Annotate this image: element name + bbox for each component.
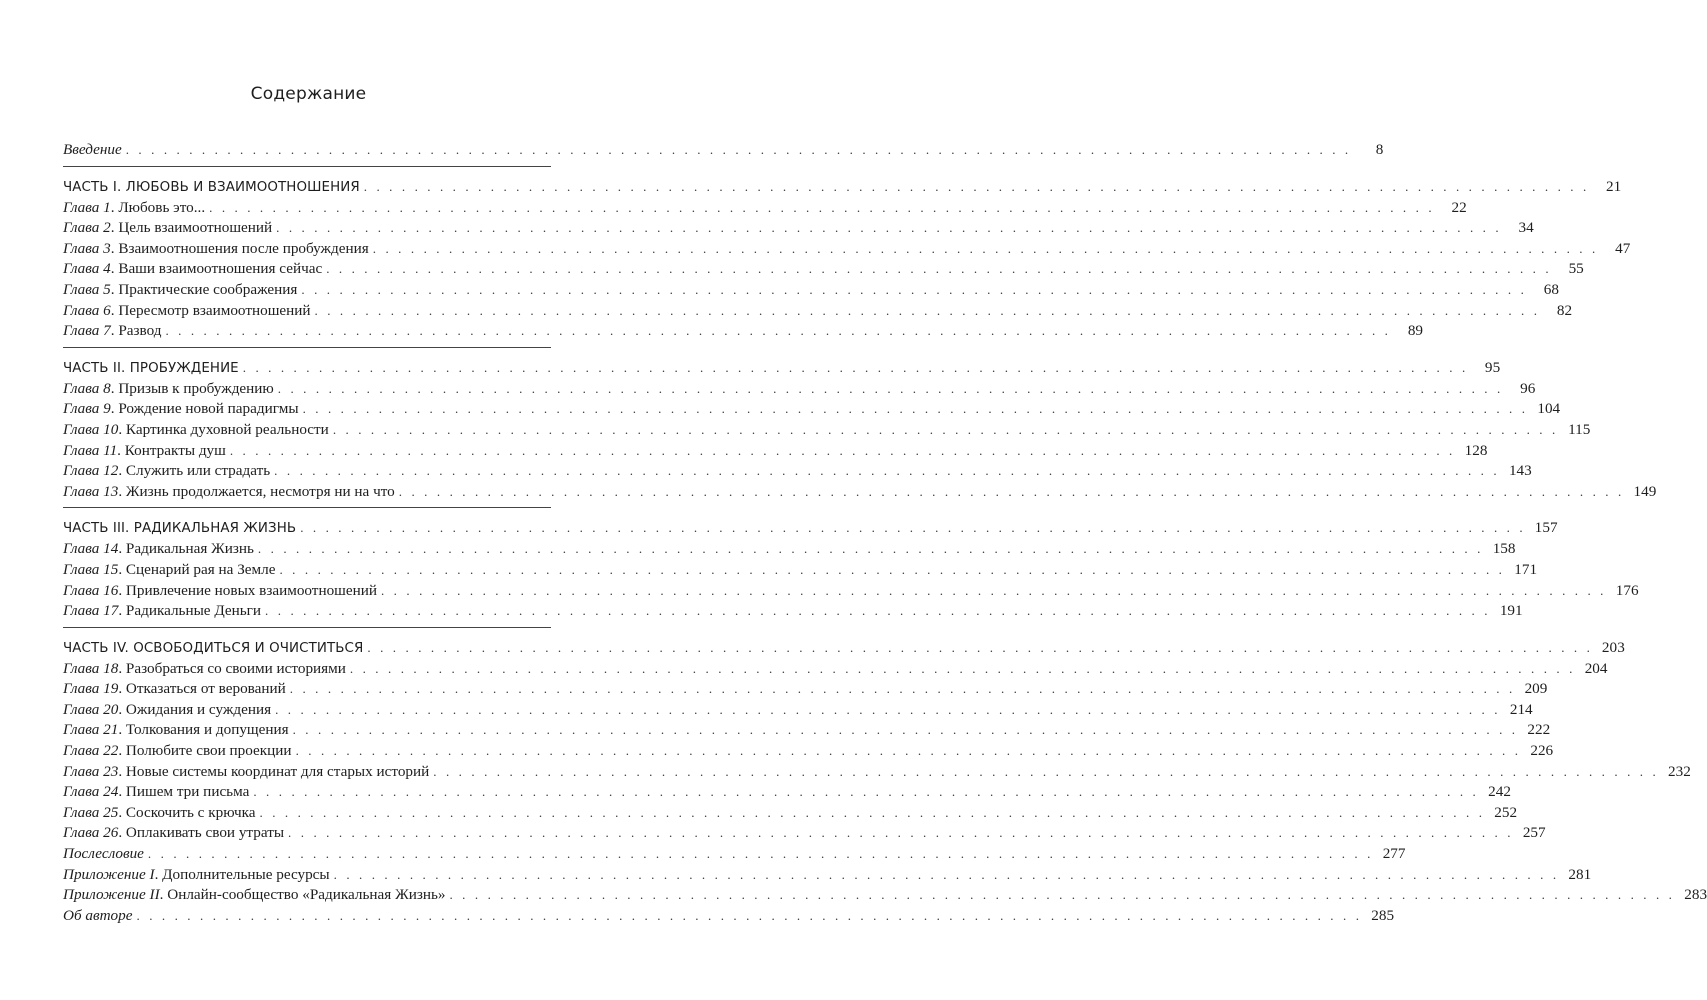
page-number: 214 <box>1509 700 1533 718</box>
toc-part-heading[interactable] <box>63 175 1622 198</box>
page-number: 281 <box>1568 865 1592 883</box>
page-number: 176 <box>1615 581 1639 599</box>
toc-entry-back-matter[interactable] <box>63 906 1395 927</box>
toc-entry-chapter[interactable] <box>63 218 1534 239</box>
page-number: 47 <box>1615 239 1631 257</box>
entry-title: Контракты душ <box>124 441 226 459</box>
entry-title: Новые системы координат для старых историй <box>125 762 430 780</box>
toc-entry-chapter[interactable] <box>63 321 1424 342</box>
toc-entry-chapter-label: Глава 16. Привлечение новых взаимоотношений <box>63 581 377 599</box>
toc-entry-chapter-label: Глава 21. Толкования и допущения <box>63 721 289 739</box>
toc-entry-chapter[interactable] <box>63 379 1536 400</box>
entry-title: Онлайн-сообщество «Радикальная Жизнь» <box>167 886 446 904</box>
toc-entry-chapter-label: Глава 2. Цель взаимоотношений <box>63 219 273 237</box>
toc-entry-chapter-label: Глава 10. Картинка духовной реальности <box>63 420 329 438</box>
page-number: 283 <box>1684 886 1707 904</box>
dot-leader: . . . . . . . . . . . . . . . . . . . . . . . . . . . . . . . . . . . . . . . . . . . . . . . . . . . . . . . . . . . . . . . . . . . . . . . . . . . . . . . . . . . . . . . . . . . . . . . . . <box>165 323 1392 339</box>
toc-entry-chapter[interactable] <box>63 700 1533 721</box>
dot-leader: . . . . . . . . . . . . . . . . . . . . . . . . . . . . . . . . . . . . . . . . . . . . . . . . . . . . . . . . . . . . . . . . . . . . . . . . . . . . . . . . . . . . . . . . . . . . . . . . . <box>259 804 1486 820</box>
toc-entry-chapter[interactable] <box>63 679 1548 700</box>
page-number: 82 <box>1556 301 1573 319</box>
section-divider <box>63 166 551 167</box>
dot-leader: . . . . . . . . . . . . . . . . . . . . . . . . . . . . . . . . . . . . . . . . . . . . . . . . . . . . . . . . . . . . . . . . . . . . . . . . . . . . . . . . . . . . . . . . . . . . . . . . . <box>380 582 1607 598</box>
entry-prefix: Глава 25 <box>63 803 119 821</box>
page-number: 128 <box>1464 441 1488 459</box>
toc-entry-chapter-label: Глава 8. Призыв к пробуждению <box>63 379 274 397</box>
page-number: 157 <box>1534 519 1558 537</box>
part-title: ЧАСТЬ II. ПРОБУЖДЕНИЕ <box>63 360 239 376</box>
dot-leader: . . . . . . . . . . . . . . . . . . . . . . . . . . . . . . . . . . . . . . . . . . . . . . . . . . . . . . . . . . . . . . . . . . . . . . . . . . . . . . . . . . . . . . . . . . . . . . . . . <box>449 887 1676 903</box>
toc-entry-chapter-label: Глава 14. Радикальная Жизнь <box>63 540 254 558</box>
entry-prefix: Глава 17 <box>63 602 119 620</box>
page-number: 149 <box>1633 482 1657 500</box>
entry-prefix: Глава 16 <box>63 581 119 599</box>
entry-title: Полюбите свои проекции <box>125 742 292 760</box>
toc-entry-chapter[interactable] <box>63 441 1488 462</box>
page-number: 34 <box>1518 219 1534 237</box>
toc-part-heading-label <box>63 357 243 380</box>
dot-leader: . . . . . . . . . . . . . . . . . . . . . . . . . . . . . . . . . . . . . . . . . . . . . . . . . . . . . . . . . . . . . . . . . . . . . . . . . . . . . . . . . . . . . . . . . . . . . . . . . <box>279 561 1506 577</box>
dot-leader: . . . . . . . . . . . . . . . . . . . . . . . . . . . . . . . . . . . . . . . . . . . . . . . . . . . . . . . . . . . . . . . . . . . . . . . . . . . . . . . . . . . . . . . . . . . . . . . . . <box>372 240 1599 256</box>
dot-leader: . . . . . . . . . . . . . . . . . . . . . . . . . . . . . . . . . . . . . . . . . . . . . . . . . . . . . . . . . . . . . . . . . . . . . . . . . . . . . . . . . . . . . . . . . . . . . . . . . <box>300 520 1526 536</box>
entry-prefix: Глава 8 <box>63 379 111 397</box>
entry-title: Пересмотр взаимоотношений <box>118 301 311 319</box>
entry-title: Привлечение новых взаимоотношений <box>125 581 377 599</box>
toc-entry-chapter-label: Глава 5. Практические соображения <box>63 280 298 298</box>
dot-leader: . . . . . . . . . . . . . . . . . . . . . . . . . . . . . . . . . . . . . . . . . . . . . . . . . . . . . . . . . . . . . . . . . . . . . . . . . . . . . . . . . . . . . . . . . . . . . . . . . <box>333 866 1560 882</box>
dot-leader: . . . . . . . . . . . . . . . . . . . . . . . . . . . . . . . . . . . . . . . . . . . . . . . . . . . . . . . . . . . . . . . . . . . . . . . . . . . . . . . . . . . . . . . . . . . . . . . . . <box>242 359 1469 375</box>
entry-prefix: Приложение II <box>63 886 160 904</box>
entry-prefix: Глава 6 <box>63 301 111 319</box>
page-number: 277 <box>1382 845 1406 863</box>
toc-entry-chapter[interactable] <box>63 301 1573 322</box>
entry-prefix: Глава 2 <box>63 219 111 237</box>
dot-leader: . . . . . . . . . . . . . . . . . . . . . . . . . . . . . . . . . . . . . . . . . . . . . . . . . . . . . . . . . . . . . . . . . . . . . . . . . . . . . . . . . . . . . . . . . . . . . . . . . <box>302 401 1529 417</box>
page-number: 8 <box>1375 141 1384 158</box>
entry-title: Толкования и допущения <box>125 721 289 739</box>
dot-leader: . . . . . . . . . . . . . . . . . . . . . . . . . . . . . . . . . . . . . . . . . . . . . . . . . . . . . . . . . . . . . . . . . . . . . . . . . . . . . . . . . . . . . . . . . . . . . . . . . <box>363 178 1590 194</box>
dot-leader: . . . . . . . . . . . . . . . . . . . . . . . . . . . . . . . . . . . . . . . . . . . . . . . . . . . . . . . . . . . . . . . . . . . . . . . . . . . . . . . . . . . . . . . . . . . . . . . . . <box>253 784 1479 800</box>
toc-entry-chapter[interactable] <box>63 259 1584 280</box>
page-number: 55 <box>1568 260 1584 278</box>
dot-leader: . . . . . . . . . . . . . . . . . . . . . . . . . . . . . . . . . . . . . . . . . . . . . . . . . . . . . . . . . . . . . . . . . . . . . . . . . . . . . . . . . . . . . . . . . . . . . . . . . <box>332 421 1559 437</box>
toc-entry-chapter[interactable] <box>63 601 1523 622</box>
entry-prefix: Глава 19 <box>63 680 119 698</box>
dot-leader: . . . . . . . . . . . . . . . . . . . . . . . . . . . . . . . . . . . . . . . . . . . . . . . . . . . . . . . . . . . . . . . . . . . . . . . . . . . . . . . . . . . . . . . . . . . . . . . . . <box>398 483 1625 499</box>
entry-title: Ожидания и суждения <box>125 700 272 718</box>
dot-leader: . . . . . . . . . . . . . . . . . . . . . . . . . . . . . . . . . . . . . . . . . . . . . . . . . . . . . . . . . . . . . . . . . . . . . . . . . . . . . . . . . . . . . . . . . . . . . . . . . <box>295 743 1522 759</box>
dot-leader: . . . . . . . . . . . . . . . . . . . . . . . . . . . . . . . . . . . . . . . . . . . . . . . . . . . . . . . . . . . . . . . . . . . . . . . . . . . . . . . . . . . . . . . . . . . . . . . . . <box>326 261 1552 277</box>
toc-entry-chapter-label: Глава 18. Разобраться со своими историями <box>63 659 346 677</box>
entry-title: Практические соображения <box>118 280 298 298</box>
entry-prefix: Об авторе <box>63 906 133 924</box>
toc-entry-chapter[interactable] <box>63 741 1554 762</box>
toc-entry-back-matter-label <box>63 844 148 865</box>
toc-entry-chapter-label: Глава 12. Служить или страдать <box>63 462 271 480</box>
toc-entry-chapter-label: Глава 9. Рождение новой парадигмы <box>63 400 299 418</box>
entry-prefix: Глава 14 <box>63 540 119 558</box>
toc-entry-chapter-label: Глава 17. Радикальные Деньги <box>63 602 262 620</box>
toc-entry-chapter-label: Глава 15. Сценарий рая на Земле <box>63 560 276 578</box>
toc-entry-chapter[interactable] <box>63 461 1532 482</box>
dot-leader: . . . . . . . . . . . . . . . . . . . . . . . . . . . . . . . . . . . . . . . . . . . . . . . . . . . . . . . . . . . . . . . . . . . . . . . . . . . . . . . . . . . . . . . . . . . . . . . . . <box>292 722 1519 738</box>
entry-prefix: Глава 3 <box>63 239 111 257</box>
toc-entry-chapter-label: Глава 22. Полюбите свои проекции <box>63 742 292 760</box>
page-number: 68 <box>1543 280 1559 298</box>
entry-title: Разобраться со своими историями <box>125 659 346 677</box>
entry-prefix: Глава 10 <box>63 420 119 438</box>
page-number: 104 <box>1537 400 1561 418</box>
toc-entry-chapter-label: Глава 6. Пересмотр взаимоотношений <box>63 301 311 319</box>
page-number: 232 <box>1668 762 1691 780</box>
entry-prefix: Глава 26 <box>63 824 119 842</box>
toc-entry-chapter[interactable] <box>63 720 1551 741</box>
dot-leader: . . . . . . . . . . . . . . . . . . . . . . . . . . . . . . . . . . . . . . . . . . . . . . . . . . . . . . . . . . . . . . . . . . . . . . . . . . . . . . . . . . . . . . . . . . . . . . . . . <box>257 541 1484 557</box>
page-number: 143 <box>1508 462 1532 480</box>
entry-title: Жизнь продолжается, несмотря ни на что <box>125 482 395 500</box>
toc-part-heading-label <box>63 637 367 660</box>
part-title: ЧАСТЬ I. ЛЮБОВЬ И ВЗАИМООТНОШЕНИЯ <box>63 179 360 195</box>
dot-leader: . . . . . . . . . . . . . . . . . . . . . . . . . . . . . . . . . . . . . . . . . . . . . . . . . . . . . . . . . . . . . . . . . . . . . . . . . . . . . . . . . . . . . . . . . . . . . . . . . <box>289 681 1516 697</box>
toc-part-heading-label <box>63 176 364 199</box>
entry-title: Дополнительные ресурсы <box>162 865 330 883</box>
page-number: 158 <box>1492 540 1516 558</box>
toc-entry-intro[interactable] <box>63 140 1384 161</box>
toc-entry-chapter[interactable] <box>63 659 1608 680</box>
toc-entry-chapter-label: Глава 4. Ваши взаимоотношения сейчас <box>63 260 323 278</box>
toc-entry-chapter[interactable] <box>63 762 1691 783</box>
page-number: 242 <box>1488 783 1511 801</box>
entry-prefix: Глава 4 <box>63 260 111 278</box>
page-number: 115 <box>1568 420 1591 438</box>
entry-prefix: Глава 18 <box>63 659 119 677</box>
entry-title: Призыв к пробуждению <box>118 379 274 397</box>
toc-entry-chapter-label: Глава 24. Пишем три письма <box>63 783 250 801</box>
entry-title: Сценарий рая на Земле <box>125 560 276 578</box>
entry-title: Радикальная Жизнь <box>125 540 254 558</box>
entry-title: Взаимоотношения после пробуждения <box>118 239 369 257</box>
toc-entry-chapter-label: Глава 25. Соскочить с крючка <box>63 803 256 821</box>
toc-entry-chapter[interactable] <box>63 823 1546 844</box>
dot-leader: . . . . . . . . . . . . . . . . . . . . . . . . . . . . . . . . . . . . . . . . . . . . . . . . . . . . . . . . . . . . . . . . . . . . . . . . . . . . . . . . . . . . . . . . . . . . . . . . . <box>147 846 1374 862</box>
entry-title: Отказаться от верований <box>125 680 286 698</box>
toc-entry-back-matter-label <box>63 906 137 927</box>
entry-prefix: Послесловие <box>63 845 144 863</box>
entry-prefix: Глава 20 <box>63 700 119 718</box>
section-divider <box>63 627 551 628</box>
section-divider <box>63 347 551 348</box>
page-number: 21 <box>1605 177 1622 195</box>
dot-leader: . . . . . . . . . . . . . . . . . . . . . . . . . . . . . . . . . . . . . . . . . . . . . . . . . . . . . . . . . . . . . . . . . . . . . . . . . . . . . . . . . . . . . . . . . . . . . . . . . <box>229 442 1456 458</box>
toc-entry-chapter[interactable] <box>63 239 1631 260</box>
entry-prefix: Глава 5 <box>63 280 111 298</box>
toc-part-heading[interactable] <box>63 636 1625 659</box>
entry-prefix: Глава 11 <box>63 441 118 459</box>
toc-entry-chapter[interactable] <box>63 803 1518 824</box>
entry-title: Картинка духовной реальности <box>125 420 329 438</box>
toc-entry-chapter[interactable] <box>63 399 1561 420</box>
entry-prefix: Глава 13 <box>63 482 119 500</box>
dot-leader: . . . . . . . . . . . . . . . . . . . . . . . . . . . . . . . . . . . . . . . . . . . . . . . . . . . . . . . . . . . . . . . . . . . . . . . . . . . . . . . . . . . . . . . . . . . . . . . . . <box>209 199 1435 215</box>
page-number: 89 <box>1407 322 1424 340</box>
dot-leader: . . . . . . . . . . . . . . . . . . . . . . . . . . . . . . . . . . . . . . . . . . . . . . . . . . . . . . . . . . . . . . . . . . . . . . . . . . . . . . . . . . . . . . . . . . . . . . . . . <box>136 907 1363 923</box>
dot-leader: . . . . . . . . . . . . . . . . . . . . . . . . . . . . . . . . . . . . . . . . . . . . . . . . . . . . . . . . . . . . . . . . . . . . . . . . . . . . . . . . . . . . . . . . . . . . . . . . . <box>275 701 1501 717</box>
entry-prefix: Приложение I <box>63 865 155 883</box>
part-title: ЧАСТЬ III. РАДИКАЛЬНАЯ ЖИЗНЬ <box>63 521 297 537</box>
entry-prefix: Введение <box>63 141 122 158</box>
entry-prefix: Глава 9 <box>63 400 111 418</box>
toc-part-heading[interactable] <box>63 516 1558 539</box>
dot-leader: . . . . . . . . . . . . . . . . . . . . . . . . . . . . . . . . . . . . . . . . . . . . . . . . . . . . . . . . . . . . . . . . . . . . . . . . . . . . . . . . . . . . . . . . . . . . . . . . . <box>125 142 1352 157</box>
entry-prefix: Глава 12 <box>63 462 119 480</box>
entry-title: Пишем три письма <box>125 783 250 801</box>
entry-title: Оплакивать свои утраты <box>125 824 285 842</box>
entry-title: Служить или страдать <box>125 462 271 480</box>
toc-entry-chapter[interactable] <box>63 482 1657 503</box>
page-number: 252 <box>1494 803 1518 821</box>
page-number: 96 <box>1520 379 1536 397</box>
toc-entry-back-matter-label: Приложение I. Дополнительные ресурсы <box>63 865 330 883</box>
toc-entry-chapter[interactable] <box>63 560 1538 581</box>
page-number: 204 <box>1584 659 1608 677</box>
dot-leader: . . . . . . . . . . . . . . . . . . . . . . . . . . . . . . . . . . . . . . . . . . . . . . . . . . . . . . . . . . . . . . . . . . . . . . . . . . . . . . . . . . . . . . . . . . . . . . . . . <box>274 463 1500 479</box>
page-number: 191 <box>1499 602 1523 620</box>
toc-entry-chapter[interactable] <box>63 539 1516 560</box>
dot-leader: . . . . . . . . . . . . . . . . . . . . . . . . . . . . . . . . . . . . . . . . . . . . . . . . . . . . . . . . . . . . . . . . . . . . . . . . . . . . . . . . . . . . . . . . . . . . . . . . . <box>367 639 1593 655</box>
dot-leader: . . . . . . . . . . . . . . . . . . . . . . . . . . . . . . . . . . . . . . . . . . . . . . . . . . . . . . . . . . . . . . . . . . . . . . . . . . . . . . . . . . . . . . . . . . . . . . . . . <box>277 380 1504 396</box>
page-number: 209 <box>1524 680 1548 698</box>
entry-title: Рождение новой парадигмы <box>118 400 299 418</box>
toc-part-heading[interactable] <box>63 356 1501 379</box>
entry-title: Любовь это... <box>118 198 206 216</box>
page-number: 171 <box>1514 560 1538 578</box>
page-number: 203 <box>1601 638 1625 656</box>
entry-prefix: Глава 22 <box>63 742 119 760</box>
toc-entry-chapter-label: Глава 11. Контракты душ <box>63 441 226 459</box>
entry-prefix: Глава 1 <box>63 198 111 216</box>
toc-entry-intro-label <box>63 140 126 161</box>
toc-entry-chapter-label: Глава 20. Ожидания и суждения <box>63 700 272 718</box>
entry-prefix: Глава 15 <box>63 560 119 578</box>
dot-leader: . . . . . . . . . . . . . . . . . . . . . . . . . . . . . . . . . . . . . . . . . . . . . . . . . . . . . . . . . . . . . . . . . . . . . . . . . . . . . . . . . . . . . . . . . . . . . . . . . <box>301 281 1527 297</box>
entry-title: Радикальные Деньги <box>125 602 262 620</box>
toc-entry-chapter[interactable] <box>63 420 1591 441</box>
toc-entry-chapter-label: Глава 19. Отказаться от верований <box>63 680 286 698</box>
toc-part-heading-label <box>63 517 300 540</box>
toc-entry-back-matter-label: Приложение II. Онлайн-сообщество «Радикальная Жизнь» <box>63 886 446 904</box>
page-title: Содержание <box>250 84 367 104</box>
part-title: ЧАСТЬ IV. ОСВОБОДИТЬСЯ И ОЧИСТИТЬСЯ <box>63 640 364 656</box>
page-number: 22 <box>1451 198 1467 216</box>
toc-entry-back-matter[interactable] <box>63 885 1707 906</box>
entry-prefix: Глава 23 <box>63 762 119 780</box>
entry-prefix: Глава 21 <box>63 721 119 739</box>
toc-entry-chapter-label: Глава 3. Взаимоотношения после пробуждения <box>63 239 369 257</box>
entry-title: Цель взаимоотношений <box>118 219 273 237</box>
section-divider <box>63 507 551 508</box>
dot-leader: . . . . . . . . . . . . . . . . . . . . . . . . . . . . . . . . . . . . . . . . . . . . . . . . . . . . . . . . . . . . . . . . . . . . . . . . . . . . . . . . . . . . . . . . . . . . . . . . . <box>265 603 1491 619</box>
toc-entry-chapter[interactable] <box>63 280 1559 301</box>
page-number: 226 <box>1530 742 1554 760</box>
table-of-contents <box>63 140 1707 926</box>
entry-title: Развод <box>118 322 162 340</box>
page-number: 222 <box>1527 721 1551 739</box>
toc-entry-chapter[interactable] <box>63 198 1467 219</box>
toc-entry-chapter-label: Глава 13. Жизнь продолжается, несмотря ни на что <box>63 482 395 500</box>
toc-entry-chapter-label: Глава 1. Любовь это... <box>63 198 206 216</box>
toc-entry-back-matter[interactable] <box>63 865 1592 886</box>
entry-title: Ваши взаимоотношения сейчас <box>118 260 323 278</box>
entry-prefix: Глава 24 <box>63 783 119 801</box>
dot-leader: . . . . . . . . . . . . . . . . . . . . . . . . . . . . . . . . . . . . . . . . . . . . . . . . . . . . . . . . . . . . . . . . . . . . . . . . . . . . . . . . . . . . . . . . . . . . . . . . . <box>433 763 1659 779</box>
toc-entry-chapter-label: Глава 23. Новые системы координат для старых историй <box>63 762 430 780</box>
dot-leader: . . . . . . . . . . . . . . . . . . . . . . . . . . . . . . . . . . . . . . . . . . . . . . . . . . . . . . . . . . . . . . . . . . . . . . . . . . . . . . . . . . . . . . . . . . . . . . . . . <box>314 302 1541 318</box>
toc-entry-chapter[interactable] <box>63 581 1639 602</box>
toc-entry-chapter[interactable] <box>63 782 1511 803</box>
entry-prefix: Глава 7 <box>63 322 111 340</box>
page-number: 95 <box>1484 358 1501 376</box>
toc-entry-chapter-label: Глава 26. Оплакивать свои утраты <box>63 824 285 842</box>
page-number: 257 <box>1522 824 1546 842</box>
toc-entry-chapter-label: Глава 7. Развод <box>63 322 162 340</box>
dot-leader: . . . . . . . . . . . . . . . . . . . . . . . . . . . . . . . . . . . . . . . . . . . . . . . . . . . . . . . . . . . . . . . . . . . . . . . . . . . . . . . . . . . . . . . . . . . . . . . . . <box>276 220 1502 236</box>
dot-leader: . . . . . . . . . . . . . . . . . . . . . . . . . . . . . . . . . . . . . . . . . . . . . . . . . . . . . . . . . . . . . . . . . . . . . . . . . . . . . . . . . . . . . . . . . . . . . . . . . <box>349 660 1576 676</box>
toc-entry-back-matter[interactable] <box>63 844 1406 865</box>
entry-title: Соскочить с крючка <box>125 803 256 821</box>
page-number: 285 <box>1371 906 1395 924</box>
dot-leader: . . . . . . . . . . . . . . . . . . . . . . . . . . . . . . . . . . . . . . . . . . . . . . . . . . . . . . . . . . . . . . . . . . . . . . . . . . . . . . . . . . . . . . . . . . . . . . . . . <box>288 825 1514 841</box>
